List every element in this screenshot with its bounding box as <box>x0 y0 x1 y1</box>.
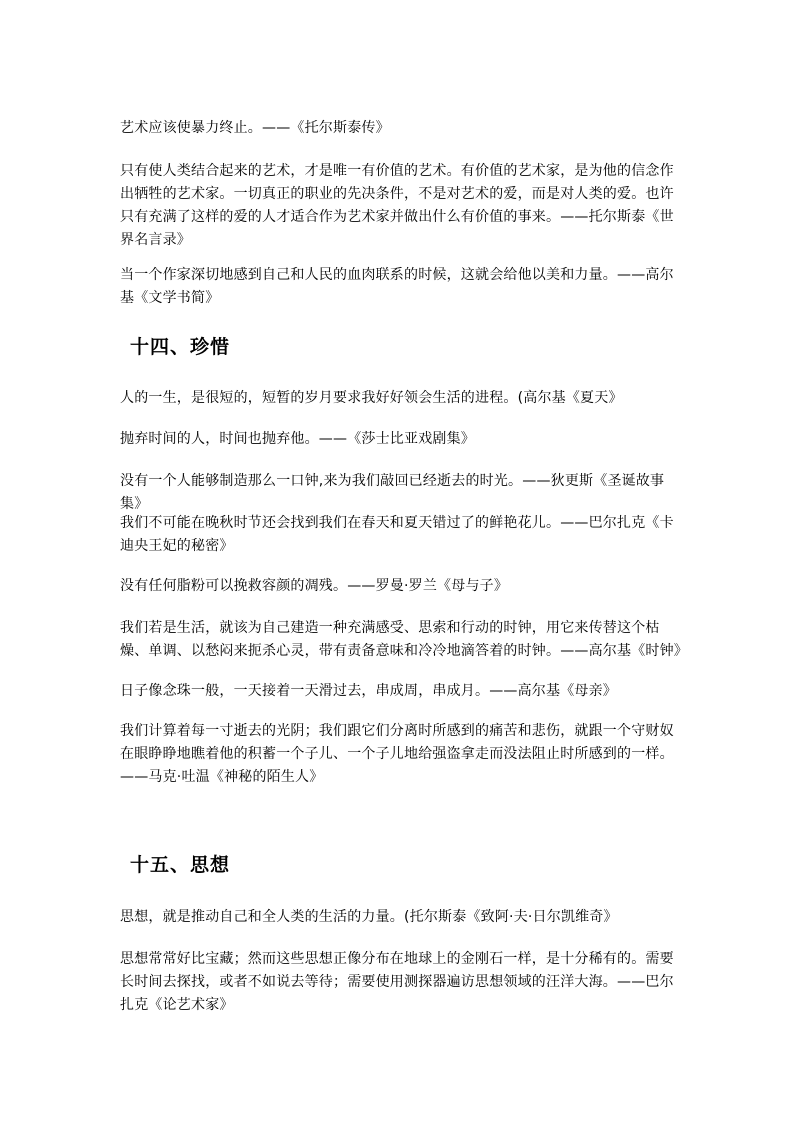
quote-paragraph: 我们不可能在晚秋时节还会找到我们在春天和夏天错过了的鲜艳花儿。——巴尔扎克《卡迪央王妃的秘密》 <box>120 515 674 554</box>
quote-paragraph: 抛弃时间的人，时间也抛弃他。——《莎士比亚戏剧集》 <box>120 431 475 447</box>
quote-paragraph: 日子像念珠一般，一天接着一天滑过去，串成周，串成月。——高尔基《母亲》 <box>120 683 617 699</box>
quote-paragraph: 人的一生，是很短的，短暂的岁月要求我好好领会生活的进程。(高尔基《夏天》 <box>120 390 623 406</box>
quote-paragraph: 没有任何脂粉可以挽救容颜的凋残。——罗曼·罗兰《母与子》 <box>120 578 509 594</box>
section-heading-15: 十五、思想 <box>130 854 231 876</box>
quote-paragraph: 艺术应该使暴力终止。——《托尔斯泰传》 <box>120 120 390 136</box>
quote-paragraph: 思想，就是推动自己和全人类的生活的力量。(托尔斯泰《致阿·夫·日尔凯维奇》 <box>120 909 618 925</box>
quote-paragraph: 当一个作家深切地感到自己和人民的血肉联系的时候，这就会给他以美和力量。——高尔基《文学书简》 <box>120 267 674 306</box>
section-heading-14: 十四、珍惜 <box>130 336 231 358</box>
quote-paragraph: 没有一个人能够制造那么一口钟,来为我们敲回已经逝去的时光。——狄更斯《圣诞故事集》 <box>120 473 665 512</box>
quote-paragraph: 我们计算着每一寸逝去的光阴；我们跟它们分离时所感到的痛苦和悲伤，就跟一个守财奴在眼睁睁地瞧着他的积蓄一个子儿、一个子儿地给强盗拿走而没法阻止时所感到的一样。——马克·吐温《神秘的陌生人》 <box>120 723 674 785</box>
quote-paragraph: 只有使人类结合起来的艺术，才是唯一有价值的艺术。有价值的艺术家，是为他的信念作出牺牲的艺术家。一切真正的职业的先决条件，不是对艺术的爱，而是对人类的爱。也许只有充满了这样的爱的人才适合作为艺术家并做出什么有价值的事来。——托尔斯泰《世界名言录》 <box>120 163 674 248</box>
quote-paragraph: 我们若是生活，就该为自己建造一种充满感受、思索和行动的时钟，用它来传替这个枯燥、单调、以愁闷来扼杀心灵，带有责备意味和冷冷地滴答着的时钟。——高尔基《时钟》 <box>120 620 688 659</box>
quote-paragraph: 思想常常好比宝藏；然而这些思想正像分布在地球上的金刚石一样，是十分稀有的。需要长时间去探找，或者不如说去等待；需要使用测探器遍访思想领域的汪洋大海。——巴尔扎克《论艺术家》 <box>120 951 674 1013</box>
